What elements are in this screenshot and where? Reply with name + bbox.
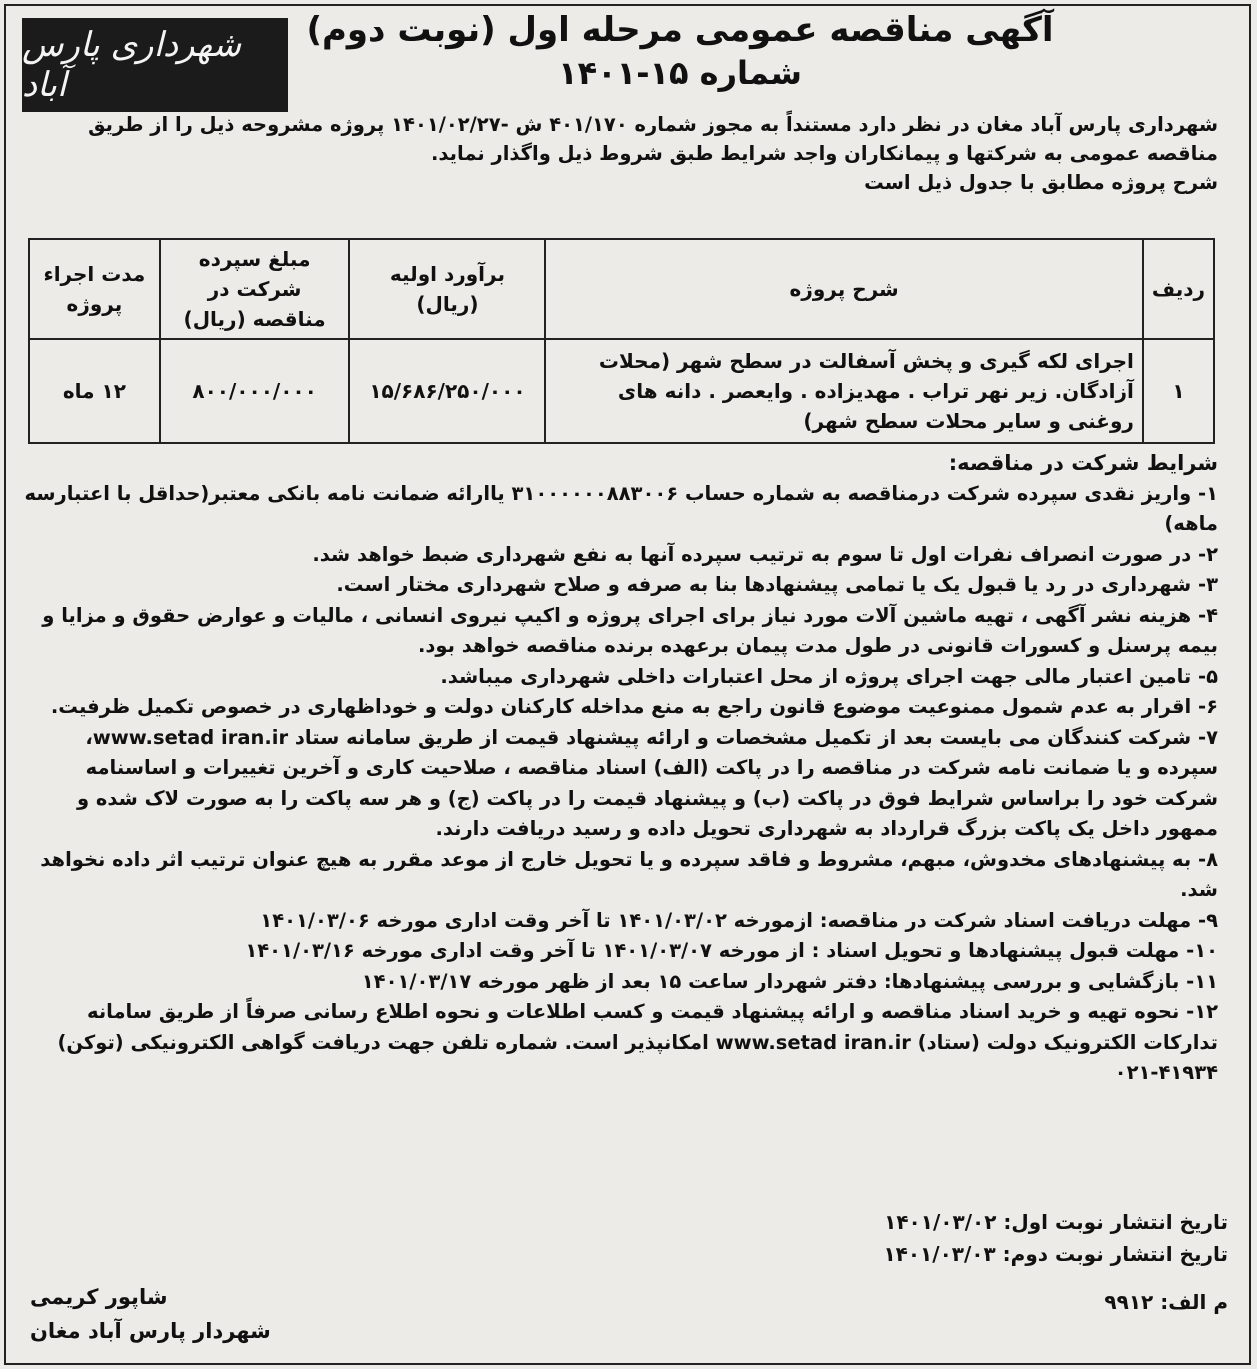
- condition-item: ۱۲- نحوه تهیه و خرید اسناد مناقصه و ارائه پیشنهاد قیمت و کسب اطلاعات و نحوه اطلاع رسانی صرفاً از طریق سامانه تدارکات الکترونیک دولت (ستاد) www.setad iran.ir امکانپذیر است. شماره تلفن جهت دریافت گواهی الکترونیکی (توکن) ۴۱۹۳۴-۰۲۱: [57, 1000, 1218, 1084]
- notice-title: آگهی مناقصه عمومی مرحله اول (نوبت دوم): [306, 10, 1054, 50]
- intro-text: در نظر دارد مستنداً به مجوز شماره ۴۰۱/۱۷۰ ش -۱۴۰۱/۰۲/۲۷ پروژه مشروحه ذیل را از طریق مناقصه عمومی به شرکتها و پیمانکاران واجد شرایط طبق شروط ذیل واگذار نماید.: [88, 113, 1218, 165]
- condition-item: ۲- در صورت انصراف نفرات اول تا سوم به ترتیب سپرده آنها به نفع شهرداری ضبط خواهد شد.: [312, 542, 1218, 566]
- cell-duration: ۱۲ ماه: [29, 339, 160, 443]
- signature-block: [30, 1280, 350, 1348]
- project-table: [28, 238, 1215, 444]
- table-row: [29, 339, 1214, 443]
- notice-header: [300, 8, 1060, 94]
- conditions-section: [20, 448, 1218, 1089]
- header-row-number: ردیف: [1143, 239, 1214, 339]
- header-description: شرح پروژه: [545, 239, 1143, 339]
- intro-table-line: شرح پروژه مطابق با جدول ذیل است: [864, 171, 1218, 194]
- header-estimate: برآورد اولیه (ریال): [349, 239, 545, 339]
- publication-dates: [860, 1206, 1228, 1270]
- cell-row-number: ۱: [1143, 339, 1214, 443]
- conditions-heading: شرایط شرکت در مناقصه:: [948, 451, 1218, 475]
- condition-item: ۴- هزینه نشر آگهی ، تهیه ماشین آلات مورد نیاز برای اجرای پروژه و اکیپ نیروی انسانی ، مالیات و عوارض حقوق و مزایا و بیمه پرسنل و کسورات قانونی در طول مدت پیمان برعهده برنده مناقصه خواهد بود.: [42, 603, 1218, 657]
- intro-org: شهرداری پارس آباد مغان: [976, 113, 1218, 136]
- first-publication-date: تاریخ انتشار نوبت اول: ۱۴۰۱/۰۳/۰۲: [884, 1210, 1228, 1234]
- condition-item: ۱- واریز نقدی سپرده شرکت درمناقصه به شماره حساب ۳۱۰۰۰۰۰۰۸۸۳۰۰۶ یاارائه ضمانت نامه بانکی معتبر(حداقل با اعتبارسه ماهه): [24, 481, 1218, 535]
- signatory-name: شاپور کریمی: [30, 1285, 168, 1309]
- header-duration: مدت اجراء پروژه: [29, 239, 160, 339]
- condition-item: ۹- مهلت دریافت اسناد شرکت در مناقصه: ازمورخه ۱۴۰۱/۰۳/۰۲ تا آخر وقت اداری مورخه ۱۴۰۱/۰۳/۰۶: [260, 908, 1218, 932]
- cell-estimate: ۱۵/۶۸۶/۲۵۰/۰۰۰: [349, 339, 545, 443]
- condition-item: ۸- به پیشنهادهای مخدوش، مبهم، مشروط و فاقد سپرده و یا تحویل خارج از موعد مقرر به هیچ عنوان ترتیب اثر داده نخواهد شد.: [40, 847, 1218, 901]
- condition-item: ۷- شرکت کنندگان می بایست بعد از تکمیل مشخصات و ارائه پیشنهاد قیمت از طریق سامانه ستاد www.setad iran.ir، سپرده و یا ضمانت نامه شرکت در مناقصه را در پاکت (الف) اسناد مناقصه ، صلاحیت کاری و آخرین تغییرات و اساسنامه شرکت خود را براساس شرایط فوق در پاکت (ب) و پیشنهاد قیمت را در پاکت (ج) و هر سه پاکت را به صورت لاک شده و ممهور داخل یک پاکت بزرگ قرارداد به شهرداری تحویل داده و رسید دریافت دارند.: [76, 725, 1218, 840]
- cell-deposit: ۸۰۰/۰۰۰/۰۰۰: [160, 339, 350, 443]
- logo-text: شهرداری پارس آباد: [22, 25, 242, 105]
- second-publication-date: تاریخ انتشار نوبت دوم: ۱۴۰۱/۰۳/۰۳: [883, 1242, 1228, 1266]
- intro-paragraph: [20, 110, 1218, 197]
- table-header-row: [29, 239, 1214, 339]
- municipality-logo: [22, 18, 288, 112]
- notice-number: شماره ۱۵-۱۴۰۱: [558, 54, 802, 92]
- condition-item: ۱۰- مهلت قبول پیشنهادها و تحویل اسناد : از مورخه ۱۴۰۱/۰۳/۰۷ تا آخر وقت اداری مورخه ۱۴۰۱/۰۳/۱۶: [245, 939, 1218, 962]
- condition-item: ۱۱- بازگشایی و بررسی پیشنهادها: دفتر شهردار ساعت ۱۵ بعد از ظهر مورخه ۱۴۰۱/۰۳/۱۷: [361, 969, 1218, 993]
- reference-number: م الف: ۹۹۱۲: [1104, 1290, 1228, 1314]
- condition-item: ۶- اقرار به عدم شمول ممنوعیت موضوع قانون راجع به منع مداخله کارکنان دولت و خوداظهاری در خصوص تکمیل ظرفیت.: [50, 695, 1218, 718]
- cell-description: اجرای لکه گیری و پخش آسفالت در سطح شهر (محلات آزادگان. زیر نهر تراب . مهدیزاده . وایعصر . دانه های روغنی و سایر محلات سطح شهر): [545, 339, 1143, 443]
- condition-item: ۵- تامین اعتبار مالی جهت اجرای پروژه از محل اعتبارات داخلی شهرداری میباشد.: [440, 664, 1218, 688]
- header-deposit: مبلغ سپرده شرکت در مناقصه (ریال): [160, 239, 350, 339]
- signatory-title: شهردار پارس آباد مغان: [30, 1319, 271, 1343]
- condition-item: ۳- شهرداری در رد یا قبول یک یا تمامی پیشنهادها بنا به صرفه و صلاح شهرداری مختار است.: [336, 573, 1218, 596]
